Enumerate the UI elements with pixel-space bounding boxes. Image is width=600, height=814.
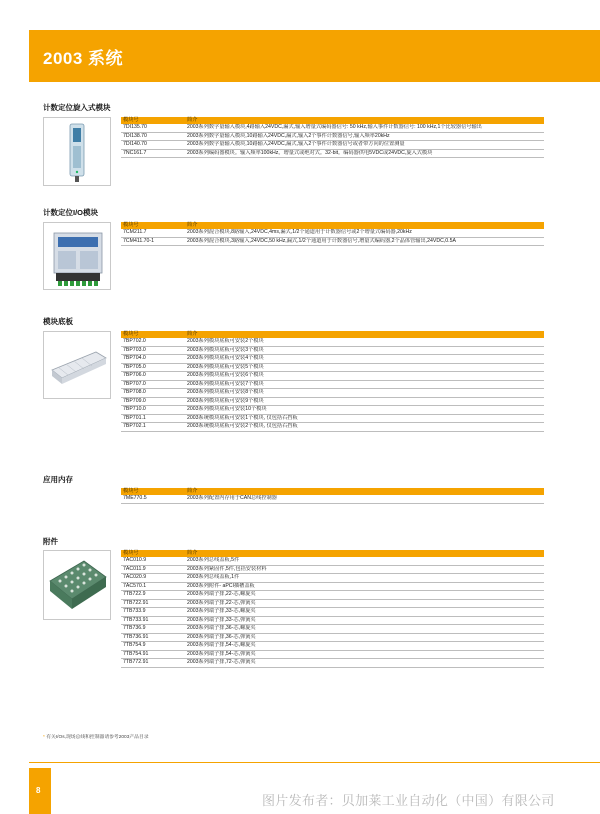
col-header-desc: 简介 <box>185 550 544 557</box>
module-photo-io <box>43 222 111 290</box>
section-title-app-memory: 应用内存 <box>43 475 73 484</box>
section-title-counter-io: 计数定位I/O模块 <box>43 208 99 217</box>
table-row: 7TB736.9 2003系列端子排,36-芯,螺旋夹 <box>121 625 544 634</box>
table-row: 7BP709.0 2003系列模块底板可安装9个模块 <box>121 397 544 406</box>
footer-rule <box>29 762 600 763</box>
col-header-desc: 简介 <box>185 117 544 124</box>
table-row: 7BP702.1 2003系统模块底板可安装2个模块, 仅包括右挡板 <box>121 423 544 432</box>
table-row: 7TB733.9 2003系列端子排,33-芯,螺旋夹 <box>121 608 544 617</box>
module-photo-baseplate <box>43 331 111 399</box>
col-header-desc: 简介 <box>185 222 544 229</box>
table-row: 7BP710.0 2003系列模块底板可安装10个模块 <box>121 406 544 415</box>
table-counter-io <box>121 222 544 246</box>
table-row: 7AC570.1 2003系列附件- aPCI插槽盖板 <box>121 582 544 591</box>
footnote <box>43 733 149 740</box>
module-photo-screw-in <box>43 117 111 186</box>
module-photo-terminal-block <box>43 550 111 620</box>
screw-in-module-icon <box>44 118 111 186</box>
table-row: 7BP703.0 2003系列模块底板可安装3个模块 <box>121 346 544 355</box>
table-row: 7BP701.1 2003系统模块底板可安装1个模块, 仅包括右挡板 <box>121 414 544 423</box>
table-app-memory <box>121 488 544 504</box>
table-row: 7TB736.91 2003系列端子排,36-芯,弹簧夹 <box>121 633 544 642</box>
table-row: 7TB754.9 2003系列端子排,54-芯,螺旋夹 <box>121 642 544 651</box>
footnote-marker: * <box>43 735 45 740</box>
section-title-counter-screw-in: 计数定位旋入式模块 <box>43 103 111 112</box>
page-number-tab <box>29 768 51 814</box>
table-row: 7DI140.70 2003系列数字量输入模块,10路输入24VDC,漏式,输入2个事件计数器信号或者带方向的位置测量 <box>121 141 544 150</box>
table-row: 7DI138.70 2003系列数字量输入模块,10路输入24VDC,漏式,输入2个事件计数器信号,输入频率20kHz <box>121 132 544 141</box>
table-row: 7BP708.0 2003系列模块底板可安装8个模块 <box>121 389 544 398</box>
baseplate-icon <box>44 332 111 399</box>
table-row: 7TB722.9 2003系列端子排,22-芯,螺旋夹 <box>121 591 544 600</box>
table-row: 7NC161.7 2003系列编码器模块。输入频率100kHz。增量式或绝对式。32-bit。编码器供电5VDC或24VDC,旋入式模块 <box>121 149 544 158</box>
table-row: 7BP704.0 2003系列模块底板可安装4个模块 <box>121 355 544 364</box>
table-row: 7BP702.0 2003系列模块底板可安装2个模块 <box>121 338 544 346</box>
table-row: 7BP707.0 2003系列模块底板可安装7个模块 <box>121 380 544 389</box>
table-row: 7AC020.9 2003系列总线盖板,1件 <box>121 574 544 583</box>
table-row: 7AC011.9 2003系列紧固件,5件,包括安装材料 <box>121 565 544 574</box>
table-row: 7CM411.70-1 2003系列混合模块,3路输入,24VDC,50 kHz,漏式,1/2个通道用于计数器信号,增量式编码器,2个晶体管输出,24VDC,0.5A <box>121 237 544 246</box>
publisher-watermark: 图片发布者：贝加莱工业自动化（中国）有限公司 <box>262 793 555 808</box>
table-row: 7DI135.70 2003系列数字量输入模块,4路输入24VDC,漏式,输入增量式编码器信号: 50 kHz,输入事件计数器信号: 100 kHz,1个比较器信号输出 <box>121 124 544 132</box>
col-header-desc: 简介 <box>185 331 544 338</box>
io-module-icon <box>44 223 111 290</box>
col-header-code: 模块号 <box>121 331 185 338</box>
section-title-accessories: 附件 <box>43 537 58 546</box>
table-baseplate <box>121 331 544 432</box>
terminal-block-icon <box>44 551 111 620</box>
table-row: 7BP705.0 2003系列模块底板可安装5个模块 <box>121 363 544 372</box>
footnote-text: 有关I/Os,现场总线和控制器请参考2003产品目录 <box>46 735 149 740</box>
table-row: 7TB733.91 2003系列端子排,33-芯,弹簧夹 <box>121 616 544 625</box>
col-header-code: 模块号 <box>121 488 185 495</box>
table-counter-screw-in <box>121 117 544 158</box>
table-row: 7TB754.91 2003系列端子排,54-芯,弹簧夹 <box>121 650 544 659</box>
table-accessories <box>121 550 544 668</box>
col-header-code: 模块号 <box>121 117 185 124</box>
page-number: 8 <box>36 786 41 795</box>
table-row: 7ME770.5 2003系列配置内存用于CAN总线控制器 <box>121 495 544 503</box>
col-header-desc: 简介 <box>185 488 544 495</box>
table-row: 7AC010.9 2003系列总线盖板,5件 <box>121 557 544 565</box>
col-header-code: 模块号 <box>121 550 185 557</box>
table-row: 7TB772.91 2003系列端子排,72-芯,弹簧夹 <box>121 659 544 668</box>
page-title: 2003 系统 <box>43 49 124 68</box>
table-row: 7BP706.0 2003系列模块底板可安装6个模块 <box>121 372 544 381</box>
title-banner <box>29 30 600 82</box>
table-row: 7CM211.7 2003系列混合模块,8路输入,24VDC,4ms,漏式,1/2个通道用于计数器信号或2个增量式编码器,20kHz <box>121 229 544 237</box>
table-row: 7TB722.91 2003系列端子排,22-芯,弹簧夹 <box>121 599 544 608</box>
col-header-code: 模块号 <box>121 222 185 229</box>
section-title-baseplate: 模块底板 <box>43 317 73 326</box>
